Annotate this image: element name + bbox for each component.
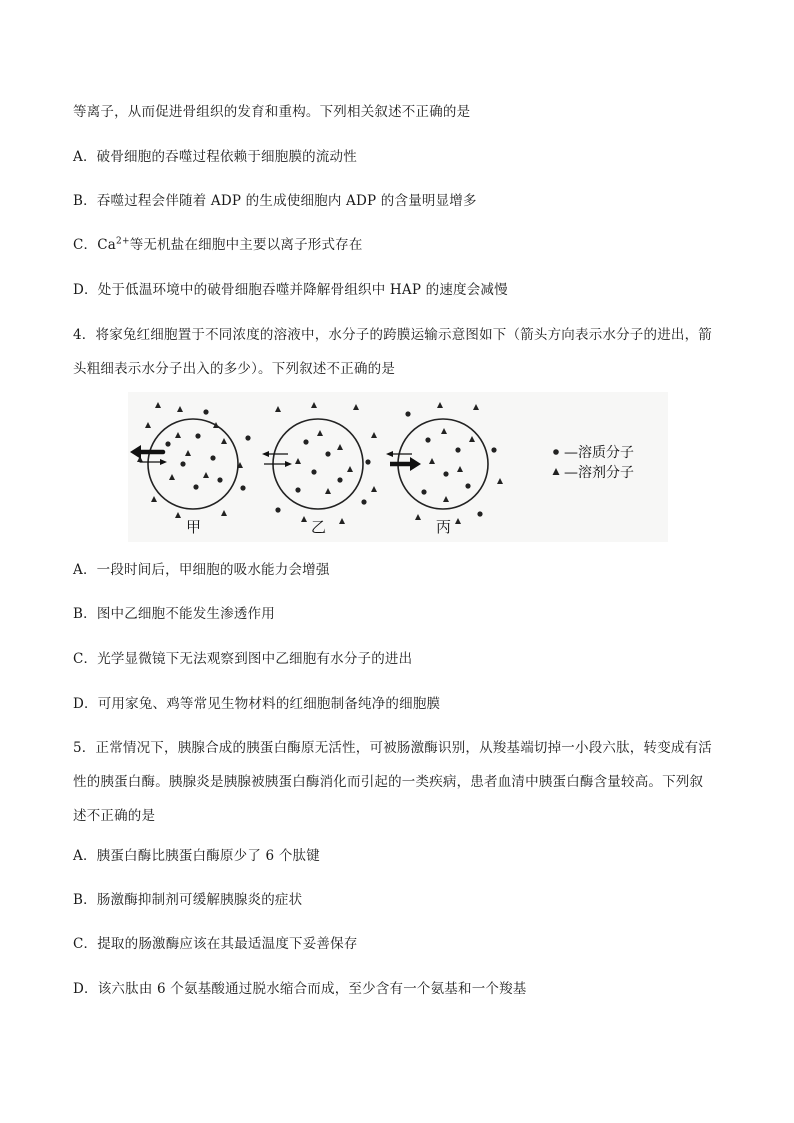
legend-solvent-label: —溶剂分子 (564, 465, 634, 481)
option-text: 破骨细胞的吞噬过程依赖于细胞膜的流动性 (96, 149, 357, 165)
q5-option-d (73, 980, 723, 998)
option-text: 一段时间后，甲细胞的吸水能力会增强 (96, 562, 330, 578)
q4-option-a (73, 561, 723, 579)
option-text: 胰蛋白酶比胰蛋白酶原少了 6 个肽键 (96, 848, 320, 864)
option-text: 该六肽由 6 个氨基酸通过脱水缩合而成，至少含有一个氨基和一个羧基 (97, 981, 527, 997)
q5-stem-line: 性的胰蛋白酶。胰腺炎是胰腺被胰蛋白酶消化而引起的一类疾病，患者血清中胰蛋白酶含量较高。下列叙 (73, 774, 704, 790)
q3-option-c (73, 236, 723, 254)
q3-option-a (73, 148, 723, 166)
osmosis-diagram (128, 392, 668, 542)
q5-stem (73, 731, 723, 833)
intro-line: 等离子，从而促进骨组织的发育和重构。下列相关叙述不正确的是 (73, 104, 471, 120)
q4-stem-line: 头粗细表示水分子出入的多少）。下列叙述不正确的是 (73, 361, 396, 377)
option-letter: C． (73, 237, 98, 253)
q4-option-b (73, 605, 723, 623)
q4-option-d (73, 695, 723, 713)
option-text: 图中乙细胞不能发生渗透作用 (96, 606, 275, 622)
option-text: 提取的肠激酶应该在其最适温度下妥善保存 (97, 936, 358, 952)
ion-symbol: Ca (97, 237, 117, 253)
option-letter: B． (73, 193, 97, 209)
q5-option-a (73, 847, 723, 865)
option-text: 肠激酶抑制剂可缓解胰腺炎的症状 (96, 892, 303, 908)
q4-stem-line: 4．将家兔红细胞置于不同浓度的溶液中，水分子的跨膜运输示意图如下（箭头方向表示水分子的进出，箭 (73, 327, 712, 343)
q4-stem (73, 318, 723, 386)
ion-charge: 2+ (116, 236, 130, 247)
legend-dot-symbol (553, 449, 559, 455)
option-letter: D． (73, 282, 98, 298)
osmosis-figure (128, 392, 668, 542)
option-text: 等无机盐在细胞中主要以离子形式存在 (129, 237, 363, 253)
option-letter: A． (73, 848, 97, 864)
q3-option-d (73, 281, 723, 299)
option-text: 处于低温环境中的破骨细胞吞噬并降解骨组织中 HAP 的速度会减慢 (97, 282, 508, 298)
q5-option-b (73, 891, 723, 909)
legend-solute-label: —溶质分子 (564, 445, 634, 461)
q4-option-c (73, 650, 723, 668)
cell-label: 乙 (311, 518, 327, 536)
option-letter: B． (73, 606, 97, 622)
q5-stem-line: 述不正确的是 (73, 808, 156, 824)
q3-option-b (73, 192, 723, 210)
option-letter: B． (73, 892, 97, 908)
option-text: 光学显微镜下无法观察到图中乙细胞有水分子的进出 (97, 651, 413, 667)
option-letter: C． (73, 936, 98, 952)
option-letter: A． (73, 562, 97, 578)
option-text: 吞噬过程会伴随着 ADP 的生成使细胞内 ADP 的含量明显增多 (96, 193, 477, 209)
option-letter: A． (73, 149, 97, 165)
cell-label: 甲 (186, 518, 202, 536)
option-letter: D． (73, 981, 98, 997)
option-letter: D． (73, 696, 98, 712)
q5-stem-line: 5．正常情况下，胰腺合成的胰蛋白酶原无活性，可被肠激酶识别，从羧基端切掉一小段六肽，转变成有活 (73, 740, 712, 756)
option-letter: C． (73, 651, 98, 667)
q5-option-c (73, 935, 723, 953)
option-text: 可用家兔、鸡等常见生物材料的红细胞制备纯净的细胞膜 (97, 696, 441, 712)
cell-label: 丙 (436, 518, 452, 536)
